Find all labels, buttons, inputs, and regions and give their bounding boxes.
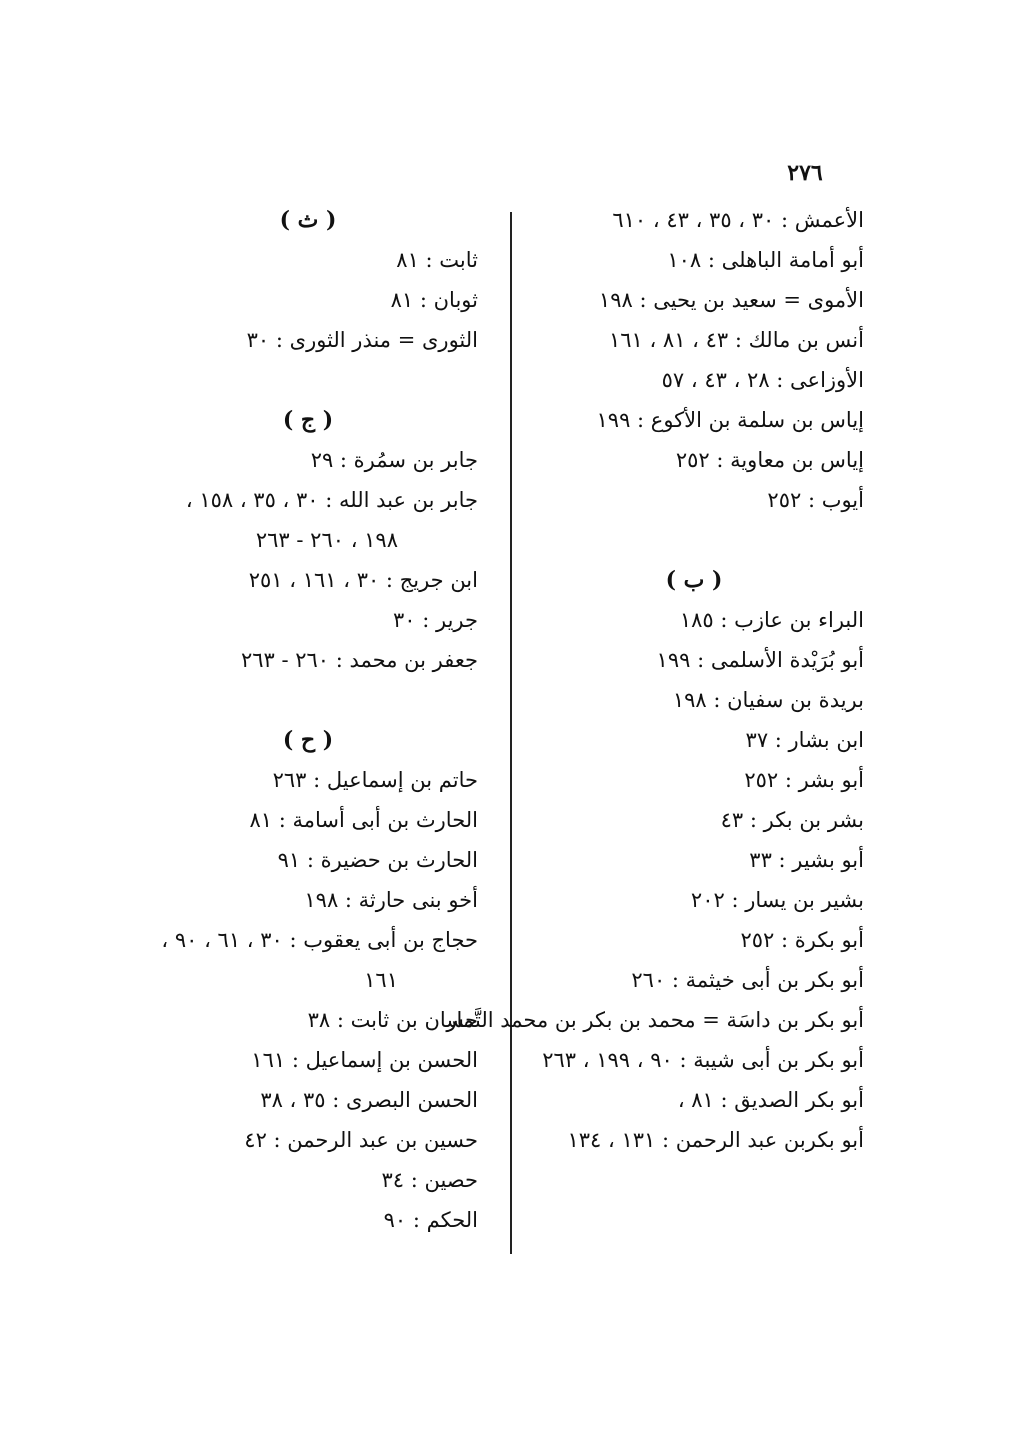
page-number: ٢٧٦ — [787, 160, 823, 186]
section-gap — [524, 520, 864, 560]
index-entry: حسان بن ثابت : ٣٨ — [307, 1008, 478, 1032]
index-entry: أبو بشير : ٣٣ — [749, 848, 864, 872]
column-divider — [510, 212, 512, 1254]
index-entry: بشر بن بكر : ٤٣ — [720, 808, 864, 832]
index-entry: أبو بُرَيْدة الأسلمى : ١٩٩ — [656, 648, 864, 672]
section-gap — [138, 680, 478, 720]
index-entry: الأعمش : ٣٠ ، ٣٥ ، ٤٣ ، ٦١٠ — [612, 208, 864, 232]
index-entry: أبو بكرة : ٢٥٢ — [740, 928, 864, 952]
index-entry: الثورى = منذر الثورى : ٣٠ — [246, 328, 478, 352]
index-entry: أبو بكر بن أبى شيبة : ٩٠ ، ١٩٩ ، ٢٦٣ — [542, 1048, 864, 1072]
index-entry: أبو بكر الصديق : ٨١ ، — [677, 1088, 864, 1112]
index-entry: إياس بن سلمة بن الأكوع : ١٩٩ — [596, 408, 864, 432]
right-column — [446, 200, 864, 1160]
index-entry-continuation: ١٩٨ ، ٢٦٠ - ٢٦٣ — [255, 528, 398, 552]
left-column — [138, 200, 478, 1240]
index-entry: حجاج بن أبى يعقوب : ٣٠ ، ٦١ ، ٩٠ ، — [161, 928, 478, 952]
index-entry: الحارث بن أبى أسامة : ٨١ — [249, 808, 478, 832]
index-entry: جابر بن عبد الله : ٣٠ ، ٣٥ ، ١٥٨ ، — [185, 488, 478, 512]
index-entry: إياس بن معاوية : ٢٥٢ — [675, 448, 864, 472]
section-header-ha: ( ح ) — [282, 727, 334, 753]
index-entry: الأموى = سعيد بن يحيى : ١٩٨ — [598, 288, 864, 312]
index-entry: الحسن البصرى : ٣٥ ، ٣٨ — [260, 1088, 478, 1112]
index-entry: أبو بكربن عبد الرحمن : ١٣١ ، ١٣٤ — [567, 1128, 864, 1152]
index-entry: أنس بن مالك : ٤٣ ، ٨١ ، ١٦١ — [608, 328, 864, 352]
index-entry: حاتم بن إسماعيل : ٢٦٣ — [272, 768, 478, 792]
section-header-tha: ( ث ) — [279, 207, 337, 233]
index-entry: الحارث بن حضيرة : ٩١ — [277, 848, 478, 872]
index-entry: ابن بشار : ٣٧ — [745, 728, 864, 752]
index-entry: البراء بن عازب : ١٨٥ — [679, 608, 864, 632]
section-header-ba: ( ب ) — [665, 567, 723, 593]
index-entry-continuation: ١٦١ — [364, 968, 398, 992]
index-entry: جابر بن سمُرة : ٢٩ — [310, 448, 478, 472]
index-entry: ثوبان : ٨١ — [390, 288, 478, 312]
index-entry: جعفر بن محمد : ٢٦٠ - ٢٦٣ — [240, 648, 478, 672]
index-entry: أبو أمامة الباهلى : ١٠٨ — [667, 248, 864, 272]
index-entry: بريدة بن سفيان : ١٩٨ — [672, 688, 864, 712]
index-entry: بشير بن يسار : ٢٠٢ — [690, 888, 864, 912]
index-entry: ابن جريج : ٣٠ ، ١٦١ ، ٢٥١ — [248, 568, 478, 592]
index-entry: الحكم : ٩٠ — [383, 1208, 478, 1232]
section-gap — [138, 360, 478, 400]
index-entry: حصين : ٣٤ — [381, 1168, 478, 1192]
index-entry: حسين بن عبد الرحمن : ٤٢ — [244, 1128, 478, 1152]
index-entry: ثابت : ٨١ — [396, 248, 478, 272]
index-entry: الأوزاعى : ٢٨ ، ٤٣ ، ٥٧ — [661, 368, 864, 392]
index-entry: أبو بكر بن داسَة = محمد بن بكر بن محمد التَّمار — [446, 1008, 864, 1032]
index-entry: جرير : ٣٠ — [393, 608, 478, 632]
index-entry: أبو بكر بن أبى خيثمة : ٢٦٠ — [631, 968, 864, 992]
index-entry: الحسن بن إسماعيل : ١٦١ — [251, 1048, 478, 1072]
index-entry: أيوب : ٢٥٢ — [767, 488, 864, 512]
index-entry: أخو بنى حارثة : ١٩٨ — [304, 888, 478, 912]
index-entry: أبو بشر : ٢٥٢ — [744, 768, 864, 792]
section-header-jim: ( ج ) — [282, 407, 334, 433]
